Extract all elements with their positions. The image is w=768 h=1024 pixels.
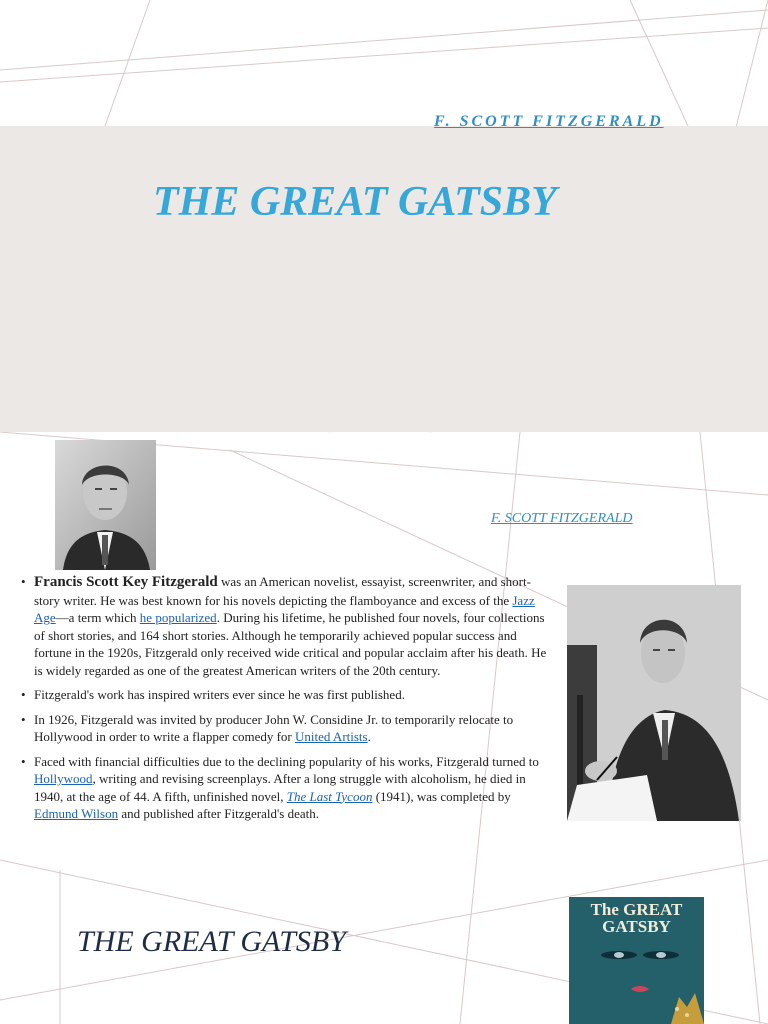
text: Fitzgerald's work has inspired writers ever since he was first published. — [34, 687, 405, 702]
bullet-icon: • — [21, 574, 26, 589]
edmund-wilson-link[interactable]: Edmund Wilson — [34, 806, 119, 821]
the-last-tycoon-link[interactable]: The Last Tycoon — [286, 788, 373, 804]
bold-name: Francis Scott Key Fitzgerald — [34, 574, 218, 590]
bullet-icon: • — [21, 753, 26, 769]
author-link[interactable]: F. SCOTT FITZGERALD — [491, 511, 633, 526]
bullet-icon: • — [21, 711, 26, 727]
list-item — [21, 711, 551, 746]
main-title: THE GREAT GATSBY — [153, 179, 557, 225]
text: . During his lifetime, he published four novels, four collections of short stories, and 164 short stories. Although he temporarily achieved popular success and fortune in the 1920s, Fitzgerald only received wide critical and popular acclaim after his death. He is widely regarded as one of the greatest American writers of the 20th century. — [34, 610, 547, 678]
fitzgerald-writing-photo — [567, 585, 741, 821]
list-item — [21, 573, 551, 679]
text: and published after Fitzgerald's death. — [118, 806, 319, 821]
text: In 1926, Fitzgerald was invited by producer John W. Considine Jr. to temporarily relocate to Hollywood in order to write a flapper comedy for — [34, 711, 514, 744]
text: Faced with financial difficulties due to the declining popularity of his works, Fitzgerald turned to — [34, 753, 539, 769]
author-heading-link[interactable]: F. SCOTT FITZGERALD — [434, 113, 664, 130]
list-item — [21, 753, 551, 823]
bottom-title: THE GREAT GATSBY — [77, 925, 346, 958]
title-band — [0, 126, 768, 432]
biography-list — [21, 573, 551, 830]
list-item — [21, 686, 551, 704]
text: (1941), was completed by — [372, 788, 511, 804]
fitzgerald-portrait-photo — [55, 440, 156, 570]
book-cover-line1: The GREAT — [590, 900, 683, 919]
jazz-age-link[interactable]: Jazz Age — [34, 592, 535, 625]
text: . — [367, 729, 371, 744]
book-cover-title — [569, 901, 704, 935]
text: was an American novelist, essayist, screenwriter, and short-story writer. He was best known for his novels depicting the flamboyance and excess of the — [34, 574, 531, 608]
he-popularized-link[interactable]: he popularized — [139, 610, 217, 625]
bullet-icon: • — [21, 687, 26, 702]
book-cover-line2: GATSBY — [602, 917, 671, 936]
text: , writing and revising screenplays. After a long struggle with alcoholism, he died in 1940, at the age of 44. A fifth, unfinished novel, — [34, 771, 526, 804]
book-cover-image — [569, 897, 704, 1024]
hollywood-link[interactable]: Hollywood — [34, 771, 93, 786]
united-artists-link[interactable]: United Artists — [295, 729, 368, 744]
text: —a term which — [55, 610, 140, 625]
